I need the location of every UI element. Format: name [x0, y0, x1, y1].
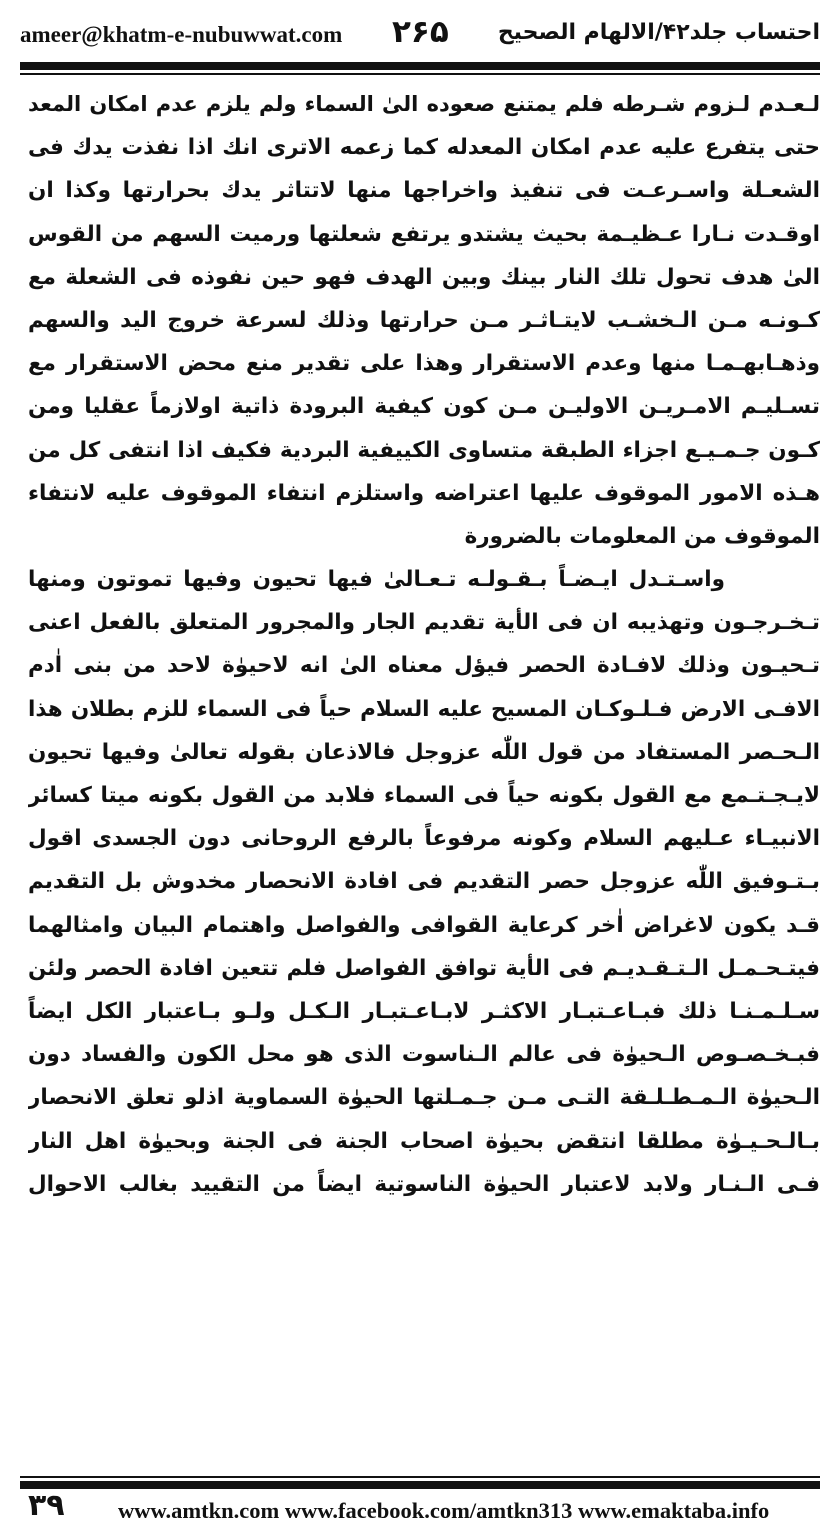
body-text [28, 83, 820, 1471]
text-line: تـخـرجـون وتهذيبه ان فى الأية تقديم الجار والمجرور المتعلق بالفعل اعنى [28, 610, 820, 636]
text-line: بـالـحـيـوٰة مطلقا انتقض بحيوٰة اصحاب الجنة فى الجنة وبحيوٰة اهل النار [28, 1128, 820, 1154]
text-line: وذهـابهـمـا منها وعدم الاستقرار وهذا على تقدير منع محض الاستقرار مع [28, 351, 820, 377]
text-line: فيتـحـمـل الـتـقـديـم فى الأية توافق الفواصل فلم تتعين افادة الحصر ولئن [28, 955, 820, 981]
text-line: بـتـوفيق اللّٰه عزوجل حصر التقديم فى افادة الانحصار مخدوش بل التقديم [28, 869, 820, 895]
text-line: هـذه الامور الموقوف عليها اعتراضه واستلزم انتفاء الموقوف عليه لانتفاء [28, 480, 820, 506]
header-rule-thick [20, 62, 820, 70]
header-page-number: ۲۶۵ [392, 14, 449, 50]
text-line: واسـتـدل ايـضـاً بـقـولـه تـعـالىٰ فيها تحيون وفيها تموتون ومنها [28, 567, 725, 593]
footer-rule-thick [20, 1481, 820, 1489]
header-rule-thin [20, 73, 820, 75]
text-line: الىٰ هدف تحول تلك النار بينك وبين الهدف فهو حين نفوذه فى الشعلة مع [28, 264, 820, 290]
text-line: الانبيـاء عـليهم السلام وكونه مرفوعاً بالرفع الروحانى دون الجسدى اقول [28, 826, 820, 852]
header-email: ameer@khatm-e-nubuwwat.com [20, 22, 343, 47]
text-line: قـد يكون لاغراض اٰخر كرعاية القوافى والفواصل واهتمام البيان وامثالهما [28, 912, 820, 938]
text-line: فـى الـنـار ولابد لاعتبار الحيوٰة الناسوتية ايضاً من التقييد بغالب الاحوال [28, 1171, 820, 1197]
footer-page-number: ۳۹ [28, 1488, 65, 1523]
footer-rule-thin [20, 1476, 820, 1478]
header-book-title: احتساب جلد۴۲/الالهام الصحیح [497, 20, 820, 45]
text-line: الـحيوٰة الـمـطـلـقة التـى مـن جـمـلتها الحيوٰة السماوية اذلو تعلق الانحصار [28, 1085, 820, 1111]
text-line: اوقـدت نـارا عـظيـمة بحيث يشتدو يرتفع شعلتها ورميت السهم من القوس [28, 221, 820, 247]
text-line: الموقوف من المعلومات بالضرورة [464, 523, 820, 549]
text-line: كـونـه مـن الـخشـب لايتـاثـر مـن حرارتها وذلك لسرعة خروج اليد والسهم [28, 307, 820, 333]
text-line: تـحيـون وذلك لافـادة الحصر فيؤل معناه الىٰ انه لاحيوٰة لاحد من بنى اٰدم [28, 653, 820, 679]
text-line: الشعـلة واسـرعـت فى تنفيذ واخراجها منها لاتتاثر يدك بحرارتها وكذا ان [28, 178, 820, 204]
text-line: حتى يتفرع عليه عدم امكان المعدله كما زعمه الاترى انك اذا نفذت يدك فى [28, 135, 820, 161]
text-line: تسـليـم الامـريـن الاوليـن مـن كون كيفية البرودة ذاتية اولازماً عقليا ومن [28, 394, 820, 420]
footer-website-links[interactable]: www.amtkn.com www.facebook.com/amtkn313 www.emaktaba.info [118, 1498, 770, 1523]
text-line: الـحـصر المستفاد من قول اللّٰه عزوجل فالاذعان بقوله تعالىٰ وفيها تحيون [28, 739, 820, 765]
page-header [20, 14, 820, 58]
text-line: كـون جـمـيـع اجزاء الطبقة متساوى الكييفية البردية فكيف اذا انتفى كل من [28, 437, 820, 463]
text-line: لايـجـتـمع مع القول بكونه حياً فى السماء فلابد من القول بكونه ميتا كسائر [28, 783, 820, 808]
text-line: الافـى الارض فـلـوكـان المسيح عليه السلام حياً فى السماء للزم بطلان هذا [28, 696, 820, 722]
text-line: لـعـدم لـزوم شـرطه فلم يمتنع صعوده الىٰ السماء ولم يلزم عدم امكان المعد [28, 92, 820, 116]
text-line: فبـخـصـوص الـحيوٰة فى عالم الـناسوت الذى هو محل الكون والفساد دون [28, 1042, 820, 1068]
text-line: سـلـمـنـا ذلك فبـاعـتبـار الاكثـر لابـاعـتبـار الـكـل ولـو بـاعتبار الكل ايضاً [28, 998, 820, 1024]
